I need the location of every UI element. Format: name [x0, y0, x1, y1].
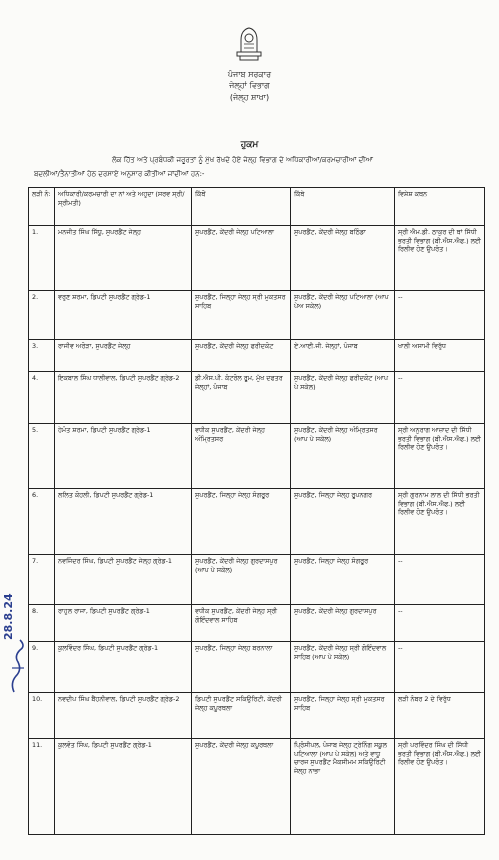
- cell-name: ਰਾਹੁਲ ਰਾਜਾ, ਡਿਪਟੀ ਸੁਪਰਡੈਂਟ ਗ੍ਰੇਡ-1: [55, 605, 192, 642]
- cell-to: ਸੁਪਰਡੈਂਟ, ਕੇਂਦਰੀ ਜੇਲ੍ਹ ਸ੍ਰੀ ਗੋਇੰਦਵਾਲ ਸਾਹਿਬ (ਆਪ ਪੇ ਸਕੇਲ): [291, 642, 395, 693]
- cell-remarks: ਸ੍ਰੀ ਐਮ.ਡੀ. ਠਾਕੁਰ ਦੀ ਥਾਂ ਸਿੱਧੀ ਭਰਤੀ ਵਿਭਾਗ (ਬੀ.ਐਸ.ਐਫ.) ਲਈ ਰਿਲੀਵ ਹੋਣ ਉਪਰੰਤ।: [395, 226, 485, 291]
- table-header-row: [29, 188, 485, 226]
- cell-to: ਸੁਪਰਡੈਂਟ, ਕੇਂਦਰੀ ਜੇਲ੍ਹ ਗੁਰਦਾਸਪੁਰ: [291, 605, 395, 642]
- cell-from: ਡਿਪਟੀ ਸੁਪਰਡੈਂਟ ਸਕਿਉਰਿਟੀ, ਕੇਂਦਰੀ ਜੇਲ੍ਹ ਕਪੂਰਥਲਾ: [192, 693, 291, 739]
- table-row: [29, 372, 485, 424]
- cell-remarks: ਸ੍ਰੀ ਗੁਰਨਾਮ ਲਾਲ ਦੀ ਸਿੱਧੀ ਭਰਤੀ ਵਿਭਾਗ (ਬੀ.ਐਸ.ਐਫ.) ਲਈ ਰਿਲੀਵ ਹੋਣ ਉਪਰੰਤ।: [395, 489, 485, 555]
- cell-to: ਸੁਪਰਡੈਂਟ, ਕੇਂਦਰੀ ਜੇਲ੍ਹ ਫਰੀਦਕੋਟ (ਆਪ ਪੇ ਸਕੇਲ): [291, 372, 395, 424]
- cell-remarks: ਲੜੀ ਨੰਬਰ 2 ਦੇ ਵਿਰੁੱਧ: [395, 693, 485, 739]
- cell-to: ਸੁਪਰਡੈਂਟ, ਕੇਂਦਰੀ ਜੇਲ੍ਹ ਪਟਿਆਲਾ (ਆਪ ਪੇਅ ਸਕੇਲ): [291, 291, 395, 340]
- cell-from: ਸੁਪਰਡੈਂਟ, ਕੇਂਦਰੀ ਜੇਲ੍ਹ ਕਪੂਰਥਲਾ: [192, 739, 291, 835]
- table-row: [29, 291, 485, 340]
- cell-to: ਸੁਪਰਡੈਂਟ, ਕੇਂਦਰੀ ਜੇਲ੍ਹ ਅੰਮ੍ਰਿਤਸਰ (ਆਪ ਪੇ ਸਕੇਲ): [291, 424, 395, 489]
- cell-from: ਸੁਪਰਡੈਂਟ, ਜਿਲ੍ਹਾ ਜੇਲ੍ਹ ਸ੍ਰੀ ਮੁਕਤਸਰ ਸਾਹਿਬ: [192, 291, 291, 340]
- cell-name: ਕੁਲਵੰਤ ਸਿੰਘ, ਡਿਪਟੀ ਸੁਪਰਡੈਂਟ ਗ੍ਰੇਡ-1: [55, 739, 192, 835]
- cell-sno: 10.: [29, 693, 55, 739]
- cell-sno: 7.: [29, 555, 55, 605]
- header-remarks: ਵਿਸ਼ੇਸ਼ ਕਥਨ: [395, 188, 485, 226]
- cell-from: ਸੁਪਰਡੈਂਟ, ਜਿਲ੍ਹਾ ਜੇਲ੍ਹ ਸੰਗਰੂਰ: [192, 489, 291, 555]
- cell-name: ਲਲਿਤ ਕੋਹਲੀ, ਡਿਪਟੀ ਸੁਪਰਡੈਂਟ ਗ੍ਰੇਡ-1: [55, 489, 192, 555]
- cell-remarks: --: [395, 642, 485, 693]
- cell-sno: 11.: [29, 739, 55, 835]
- table-row: [29, 424, 485, 489]
- cell-remarks: ਖਾਲੀ ਅਸਾਮੀ ਵਿਰੁੱਧ: [395, 340, 485, 372]
- cell-remarks: --: [395, 555, 485, 605]
- state-emblem-icon: [231, 22, 267, 64]
- cell-name: ਰਾਜੀਵ ਅਰੋੜਾ, ਸੁਪਰਡੈਂਟ ਜੇਲ੍ਹ: [55, 340, 192, 372]
- cell-sno: 2.: [29, 291, 55, 340]
- table-row: [29, 340, 485, 372]
- cell-name: ਇਕਬਾਲ ਸਿੰਘ ਧਾਲੀਵਾਲ, ਡਿਪਟੀ ਸੁਪਰਡੈਂਟ ਗ੍ਰੇਡ-2: [55, 372, 192, 424]
- cell-from: ਸੁਪਰਡੈਂਟ, ਕੇਂਦਰੀ ਜੇਲ੍ਹ ਗੁਰਦਾਸਪੁਰ (ਆਪ ਪੇ ਸਕੇਲ): [192, 555, 291, 605]
- cell-name: ਕੁਲਵਿੰਦਰ ਸਿੰਘ, ਡਿਪਟੀ ਸੁਪਰਡੈਂਟ ਗ੍ਰੇਡ-1: [55, 642, 192, 693]
- header-branch: (ਜੇਲ੍ਹ ਸ਼ਾਖਾ): [229, 93, 270, 102]
- table-row: [29, 489, 485, 555]
- cell-sno: 8.: [29, 605, 55, 642]
- header-department: ਜੇਲ੍ਹਾਂ ਵਿਭਾਗ: [229, 81, 270, 90]
- intro-line-1: ਲੋਕ ਹਿੱਤ ਅਤੇ ਪ੍ਰਬੰਧਕੀ ਜਰੂਰਤਾਂ ਨੂੰ ਮੁੱਖ ਰੱਖਦੇ ਹੋਏ ਜੇਲ੍ਹ ਵਿਭਾਗ ਦੇ ਅਧਿਕਾਰੀਆਂ/ਕਰਮਚਾਰੀਆਂ ਦੀਆਂ: [112, 156, 373, 164]
- cell-remarks: --: [395, 291, 485, 340]
- cell-remarks: ਸ੍ਰੀ ਪਰਵਿੰਦਰ ਸਿੰਘ ਦੀ ਸਿੱਧੀ ਭਰਤੀ ਵਿਭਾਗ (ਬੀ.ਐਸ.ਐਫ.) ਲਈ ਰਿਲੀਵ ਹੋਣ ਉਪਰੰਤ।: [395, 739, 485, 835]
- table-row: [29, 555, 485, 605]
- cell-to: ਏ.ਆਈ.ਜੀ. ਜੇਲ੍ਹਾਂ, ਪੰਜਾਬ: [291, 340, 395, 372]
- cell-name: ਨਵਦੀਪ ਸਿੰਘ ਬੈਂਹਨੀਵਾਲ, ਡਿਪਟੀ ਸੁਪਰਡੈਂਟ ਗ੍ਰੇਡ-2: [55, 693, 192, 739]
- cell-sno: 6.: [29, 489, 55, 555]
- cell-sno: 9.: [29, 642, 55, 693]
- table-row: [29, 739, 485, 835]
- cell-to: ਸੁਪਰਡੈਂਟ, ਜਿਲ੍ਹਾ ਜੇਲ੍ਹ ਸੰਗਰੂਰ: [291, 555, 395, 605]
- cell-name: ਨਵਜਿੰਦਰ ਸਿੰਘ, ਡਿਪਟੀ ਸੁਪਰਡੈਂਟ ਜੇਲ੍ਹ ਗ੍ਰੇਡ-1: [55, 555, 192, 605]
- cell-remarks: ਸ੍ਰੀ ਅਨੁਰਾਗ ਆਜ਼ਾਦ ਦੀ ਸਿੱਧੀ ਭਰਤੀ ਵਿਭਾਗ (ਬੀ.ਐਸ.ਐਫ.) ਲਈ ਰਿਲੀਵ ਹੋਣ ਉਪਰੰਤ।: [395, 424, 485, 489]
- table-row: [29, 605, 485, 642]
- cell-name: ਹੇਮੰਤ ਸ਼ਰਮਾ, ਡਿਪਟੀ ਸੁਪਰਡੈਂਟ ਗ੍ਰੇਡ-1: [55, 424, 192, 489]
- table-row: [29, 226, 485, 291]
- cell-sno: 5.: [29, 424, 55, 489]
- cell-sno: 4.: [29, 372, 55, 424]
- table-row: [29, 642, 485, 693]
- cell-name: ਮਨਜੀਤ ਸਿੰਘ ਸਿੱਧੂ, ਸੁਪਰਡੈਂਟ ਜੇਲ੍ਹ: [55, 226, 192, 291]
- cell-name: ਵਰੁਣ ਸ਼ਰਮਾ, ਡਿਪਟੀ ਸੁਪਰਡੈਂਟ ਗ੍ਰੇਡ-1: [55, 291, 192, 340]
- header-name-designation: ਅਧਿਕਾਰੀ/ਕਰਮਚਾਰੀ ਦਾ ਨਾਂ ਅਤੇ ਅਹੁਦਾ (ਸਰਵ ਸ੍ਰੀ/ਸ੍ਰੀਮਤੀ): [55, 188, 192, 226]
- cell-from: ਸੁਪਰਡੈਂਟ, ਕੇਂਦਰੀ ਜੇਲ੍ਹ ਫਰੀਦਕੋਟ: [192, 340, 291, 372]
- header-from: ਕਿੱਥੋਂ: [192, 188, 291, 226]
- order-title: ਹੁਕਮ: [240, 140, 259, 150]
- cell-remarks: --: [395, 605, 485, 642]
- cell-from: ਸੁਪਰਡੈਂਟ, ਕੇਂਦਰੀ ਜੇਲ੍ਹ ਪਟਿਆਲਾ: [192, 226, 291, 291]
- cell-from: ਡੀ.ਐਸ.ਪੀ. ਕੰਟਰੋਲ ਰੂਮ, ਮੁੱਖ ਦਫਤਰ ਜੇਲ੍ਹਾਂ, ਪੰਜਾਬ: [192, 372, 291, 424]
- header-government: ਪੰਜਾਬ ਸਰਕਾਰ: [227, 70, 272, 79]
- cell-from: ਵਧੀਕ ਸੁਪਰਡੈਂਟ, ਕੇਂਦਰੀ ਜੇਲ੍ਹ ਸ੍ਰੀ ਗੋਇੰਦਵਾਲ ਸਾਹਿਬ: [192, 605, 291, 642]
- cell-to: ਸੁਪਰਡੈਂਟ, ਕੇਂਦਰੀ ਜੇਲ੍ਹ ਬਠਿੰਡਾ: [291, 226, 395, 291]
- intro-line-2: ਬਦਲੀਆਂ/ਤੈਨਾਤੀਆਂ ਹੇਠ ਦਰਸਾਏ ਅਨੁਸਾਰ ਕੀਤੀਆਂ ਜਾਂਦੀਆਂ ਹਨ:-: [34, 170, 205, 178]
- cell-from: ਵਧੀਕ ਸੁਪਰਡੈਂਟ, ਕੇਂਦਰੀ ਜੇਲ੍ਹ ਅੰਮ੍ਰਿਤਸਰ: [192, 424, 291, 489]
- table-row: [29, 693, 485, 739]
- cell-from: ਸੁਪਰਡੈਂਟ, ਜਿਲ੍ਹਾ ਜੇਲ੍ਹ ਬਰਨਾਲਾ: [192, 642, 291, 693]
- cell-to: ਸੁਪਰਡੈਂਟ, ਜਿਲ੍ਹਾ ਜੇਲ੍ਹ ਸ੍ਰੀ ਮੁਕਤਸਰ ਸਾਹਿਬ: [291, 693, 395, 739]
- signature-date: 28.8.24: [2, 593, 15, 640]
- cell-sno: 3.: [29, 340, 55, 372]
- cell-to: ਸੁਪਰਡੈਂਟ, ਜਿਲ੍ਹਾ ਜੇਲ੍ਹ ਰੂਪਨਗਰ: [291, 489, 395, 555]
- header-to: ਕਿੱਥੇ: [291, 188, 395, 226]
- header-serial-no: ਲੜੀ ਨੰ:: [29, 188, 55, 226]
- cell-remarks: --: [395, 372, 485, 424]
- transfer-table: [28, 187, 485, 835]
- cell-to: ਪ੍ਰਿੰਸੀਪਲ, ਪੰਜਾਬ ਜੇਲ੍ਹ ਟ੍ਰੇਨਿੰਗ ਸਕੂਲ ਪਟਿਆਲਾ (ਆਪ ਪੇ ਸਕੇਲ) ਅਤੇ ਵਾਧੂ ਚਾਰਜ ਸੁਪਰਡੈਂਟ ਮੈਕਸੀਮਮ ਸਕਿਉਰਿਟੀ ਜੇਲ੍ਹ ਨਾਭਾ: [291, 739, 395, 835]
- cell-sno: 1.: [29, 226, 55, 291]
